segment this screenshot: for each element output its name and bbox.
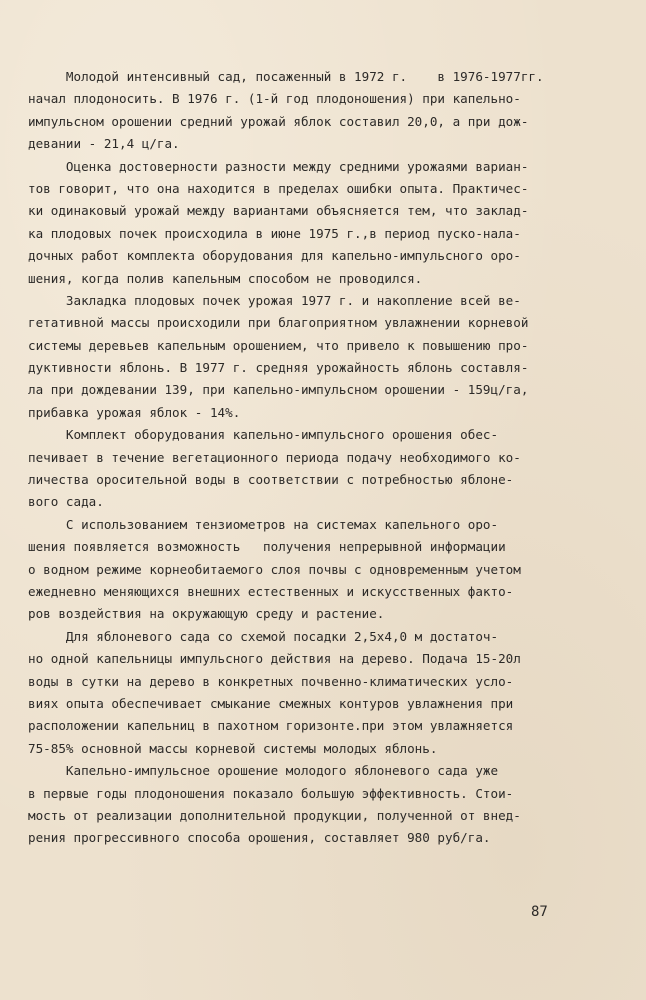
text-line: Комплект оборудования капельно-импульсного орошения обес- xyxy=(28,427,499,443)
text-line: но одной капельницы импульсного действия на дерево. Подача 15-20л xyxy=(28,651,521,667)
text-line: Оценка достоверности разности между средними урожаями вариан- xyxy=(28,158,529,174)
text-line: печивает в течение вегетационного периода подачу необходимого ко- xyxy=(28,449,521,465)
text-line: ежедневно меняющихся внешних естественных и искусственных факто- xyxy=(28,583,514,599)
paragraph-4 xyxy=(28,424,588,514)
text-line: гетативной массы происходили при благоприятном увлажнении корневой xyxy=(28,315,529,331)
text-line: воды в сутки на дерево в конкретных почвенно-климатических усло- xyxy=(28,673,514,689)
text-line: девании - 21,4 ц/га. xyxy=(28,136,180,152)
text-line: С использованием тензиометров на системах капельного оро- xyxy=(28,516,499,532)
page-number: 87 xyxy=(531,904,548,920)
text-line: начал плодоносить. В 1976 г. (1-й год плодоношения) при капельно- xyxy=(28,91,521,107)
body-text xyxy=(28,66,588,850)
paragraph-7 xyxy=(28,760,588,850)
text-line: ки одинаковый урожай между вариантами объясняется тем, что заклад- xyxy=(28,203,529,219)
text-line: вого сада. xyxy=(28,494,104,510)
paragraph-3 xyxy=(28,290,588,424)
text-line: Капельно-импульсное орошение молодого яблоневого сада уже xyxy=(28,763,499,779)
text-line: ров воздействия на окружающую среду и растение. xyxy=(28,606,385,622)
text-line: рения прогрессивного способа орошения, составляет 980 руб/га. xyxy=(28,830,491,846)
text-line: Молодой интенсивный сад, посаженный в 1972 г. в 1976-1977гг. xyxy=(28,69,544,84)
text-line: расположении капельниц в пахотном горизонте.при этом увлажняется xyxy=(28,718,514,734)
text-line: импульсном орошении средний урожай яблок составил 20,0, а при дож- xyxy=(28,113,529,129)
text-line: виях опыта обеспечивает смыкание смежных контуров увлажнения при xyxy=(28,695,514,711)
text-line: Для яблоневого сада со схемой посадки 2,5х4,0 м достаточ- xyxy=(28,628,499,644)
paragraph-1 xyxy=(28,66,588,156)
text-line: ка плодовых почек происходила в июне 1975 г.,в период пуско-нала- xyxy=(28,225,521,241)
text-line: о водном режиме корнеобитаемого слоя почвы с одновременным учетом xyxy=(28,561,521,577)
text-line: ла при дождевании 139, при капельно-импульсном орошении - 159ц/га, xyxy=(28,382,529,398)
text-line: тов говорит, что она находится в пределах ошибки опыта. Практичес- xyxy=(28,180,529,196)
text-line: шения появляется возможность получения непрерывной информации xyxy=(28,539,506,555)
text-line: прибавка урожая яблок - 14%. xyxy=(28,404,241,420)
text-line: Закладка плодовых почек урожая 1977 г. и накопление всей ве- xyxy=(28,292,521,308)
text-line: системы деревьев капельным орошением, что привело к повышению про- xyxy=(28,337,529,353)
text-line: в первые годы плодоношения показало большую эффективность. Стои- xyxy=(28,785,514,801)
text-line: 75-85% основной массы корневой системы молодых яблонь. xyxy=(28,740,438,756)
text-line: личества оросительной воды в соответствии с потребностью яблоне- xyxy=(28,472,514,488)
text-line: мость от реализации дополнительной продукции, полученной от внед- xyxy=(28,807,521,823)
text-line: дуктивности яблонь. В 1977 г. средняя урожайность яблонь составля- xyxy=(28,360,529,376)
paragraph-6 xyxy=(28,626,588,760)
paragraph-2 xyxy=(28,156,588,290)
text-line: дочных работ комплекта оборудования для капельно-импульсного оро- xyxy=(28,248,521,264)
text-line: шения, когда полив капельным способом не проводился. xyxy=(28,270,423,286)
paragraph-5 xyxy=(28,514,588,626)
